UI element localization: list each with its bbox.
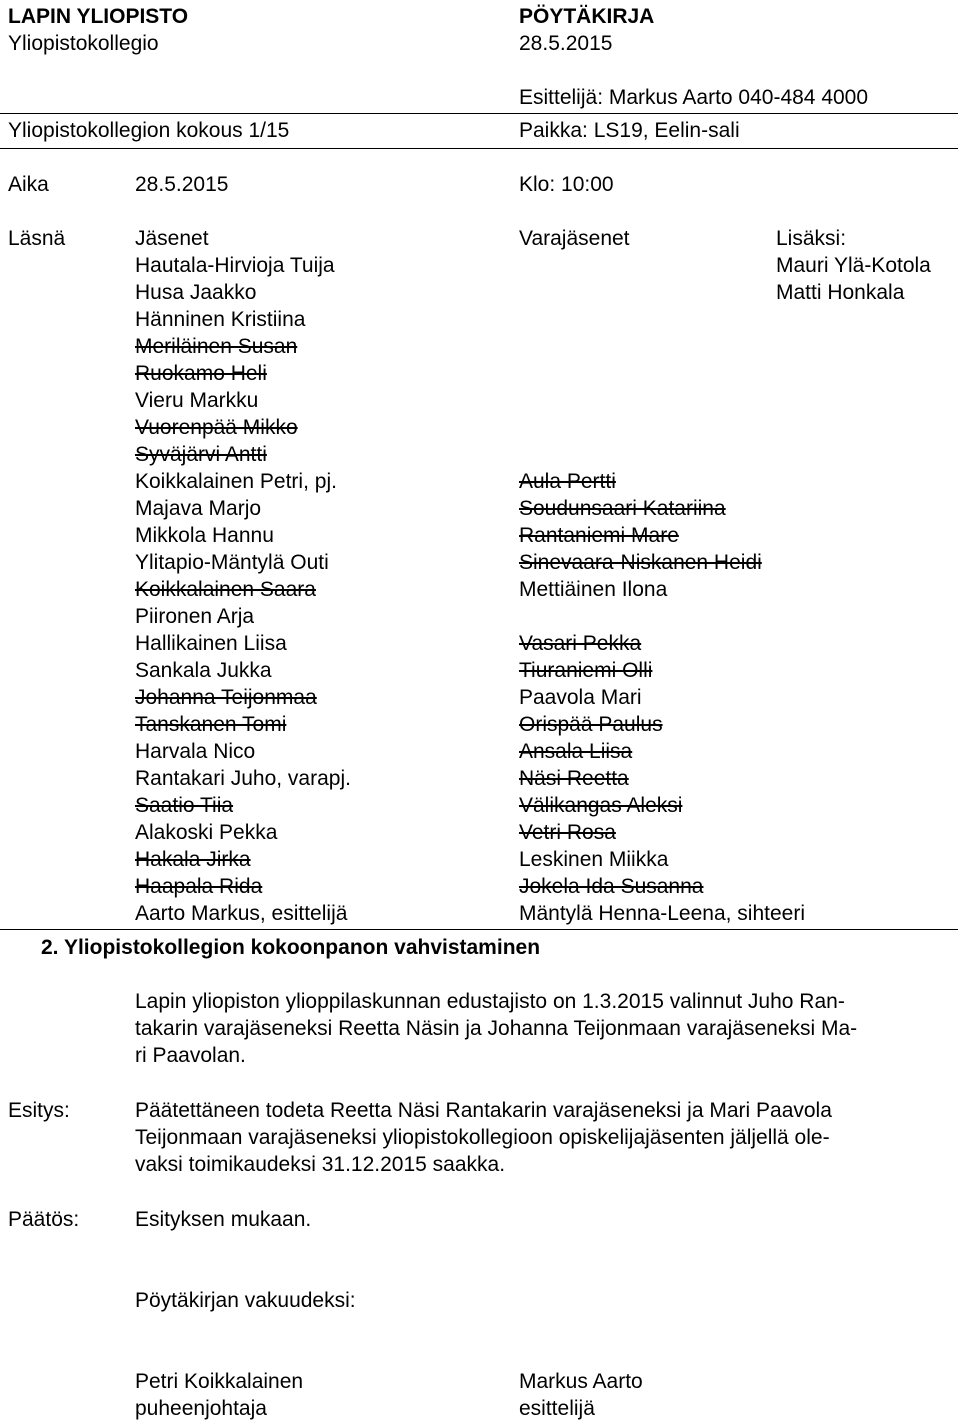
member-name: Husa Jaakko (135, 281, 257, 304)
meeting-date: 28.5.2015 (135, 173, 229, 196)
member-name: Tanskanen Tomi (135, 713, 287, 736)
deputy-name: Tiuraniemi Olli (519, 659, 653, 682)
deputy-name: Leskinen Miikka (519, 848, 669, 871)
deputies-header: Varajäsenet (519, 227, 630, 250)
member-name: Piironen Arja (135, 605, 255, 628)
members-header: Jäsenet (135, 227, 209, 250)
deputy-name: Aula Pertti (519, 470, 616, 493)
member-name: Ylitapio-Mäntylä Outi (135, 551, 329, 574)
intro-line: Lapin yliopiston ylioppilaskunnan edustajisto on 1.3.2015 valinnut Juho Ran- (135, 990, 845, 1013)
deputy-name: Ansala Liisa (519, 740, 633, 763)
proposal-line: Teijonmaan varajäseneksi yliopistokollegioon opiskelijajäsenten jäljellä ole- (135, 1126, 830, 1149)
member-name: Koikkalainen Saara (135, 578, 316, 601)
extra-attendee-name: Mauri Ylä-Kotola (776, 254, 931, 277)
proposal-label: Esitys: (8, 1099, 70, 1122)
member-name: Hänninen Kristiina (135, 308, 306, 331)
member-name: Koikkalainen Petri, pj. (135, 470, 337, 493)
signer-left-role: puheenjohtaja (135, 1397, 267, 1420)
meeting-place: Paikka: LS19, Eelin-sali (519, 119, 740, 142)
present-label: Läsnä (8, 227, 66, 250)
proposal-line: Päätettäneen todeta Reetta Näsi Rantakarin varajäseneksi ja Mari Paavola (135, 1099, 832, 1122)
member-name: Harvala Nico (135, 740, 256, 763)
member-name: Vuorenpää Mikko (135, 416, 298, 439)
proposal-line: vaksi toimikaudeksi 31.12.2015 saakka. (135, 1153, 506, 1176)
body-name: Yliopistokollegio (8, 32, 159, 55)
intro-line: ri Paavolan. (135, 1044, 246, 1067)
deputy-name (519, 603, 805, 630)
member-name: Hautala-Hirvioja Tuija (135, 254, 335, 277)
extra-attendee-name: Matti Honkala (776, 281, 905, 304)
org-name: LAPIN YLIOPISTO (8, 5, 189, 28)
member-name: Haapala Rida (135, 875, 263, 898)
deputies-list (519, 252, 805, 927)
signer-right-role: esittelijä (519, 1397, 595, 1420)
header-divider-top (0, 113, 958, 114)
attendance-divider (0, 929, 958, 930)
member-name: Mikkola Hannu (135, 524, 274, 547)
member-name: Majava Marjo (135, 497, 262, 520)
deputy-name: Paavola Mari (519, 686, 642, 709)
deputy-name (519, 360, 805, 387)
member-name: Ruokamo Heli (135, 362, 267, 385)
member-name: Syväjärvi Antti (135, 443, 267, 466)
signer-right-name: Markus Aarto (519, 1370, 643, 1393)
deputy-name: Mettiäinen Ilona (519, 578, 668, 601)
decision-label: Päätös: (8, 1208, 80, 1231)
document-type: PÖYTÄKIRJA (519, 5, 655, 28)
extras-list (776, 252, 931, 306)
deputy-name: Sinevaara-Niskanen Heidi (519, 551, 762, 574)
meeting-clock: Klo: 10:00 (519, 173, 614, 196)
time-label: Aika (8, 173, 49, 196)
member-name: Johanna Teijonmaa (135, 686, 317, 709)
document-date: 28.5.2015 (519, 32, 613, 55)
proposal-text (135, 1097, 935, 1178)
member-name: Meriläinen Susan (135, 335, 298, 358)
deputy-name (519, 279, 805, 306)
deputy-name (519, 441, 805, 468)
member-name: Rantakari Juho, varapj. (135, 767, 351, 790)
deputy-name: Orispää Paulus (519, 713, 663, 736)
deputy-name (519, 414, 805, 441)
member-name: Vieru Markku (135, 389, 259, 412)
deputy-name (519, 306, 805, 333)
deputy-name: Vasari Pekka (519, 632, 642, 655)
section-intro (135, 988, 935, 1069)
deputy-name: Näsi Reetta (519, 767, 629, 790)
deputy-name (519, 333, 805, 360)
signer-left-name: Petri Koikkalainen (135, 1370, 304, 1393)
member-name: Aarto Markus, esittelijä (135, 902, 348, 925)
deputy-name: Soudunsaari Katariina (519, 497, 726, 520)
member-name: Hakala Jirka (135, 848, 251, 871)
presenter-info: Esittelijä: Markus Aarto 040-484 4000 (519, 86, 869, 109)
members-list (135, 252, 351, 927)
extras-header: Lisäksi: (776, 227, 847, 250)
member-name: Sankala Jukka (135, 659, 272, 682)
decision-text: Esityksen mukaan. (135, 1208, 312, 1231)
intro-line: takarin varajäseneksi Reetta Näsin ja Johanna Teijonmaan varajäseneksi Ma- (135, 1017, 858, 1040)
header-divider-bottom (0, 148, 958, 149)
deputy-name: Vetri Rosa (519, 821, 616, 844)
verification-label: Pöytäkirjan vakuudeksi: (135, 1289, 356, 1312)
deputy-name (519, 387, 805, 414)
deputy-name: Jokela Ida Susanna (519, 875, 704, 898)
meeting-title: Yliopistokollegion kokous 1/15 (8, 119, 290, 142)
member-name: Saatio Tiia (135, 794, 234, 817)
deputy-name: Rantaniemi Mare (519, 524, 679, 547)
member-name: Alakoski Pekka (135, 821, 278, 844)
deputy-name: Mäntylä Henna-Leena, sihteeri (519, 902, 806, 925)
deputy-name (519, 252, 805, 279)
deputy-name: Välikangas Aleksi (519, 794, 683, 817)
section-heading: 2. Yliopistokollegion kokoonpanon vahvistaminen (41, 936, 541, 959)
member-name: Hallikainen Liisa (135, 632, 287, 655)
